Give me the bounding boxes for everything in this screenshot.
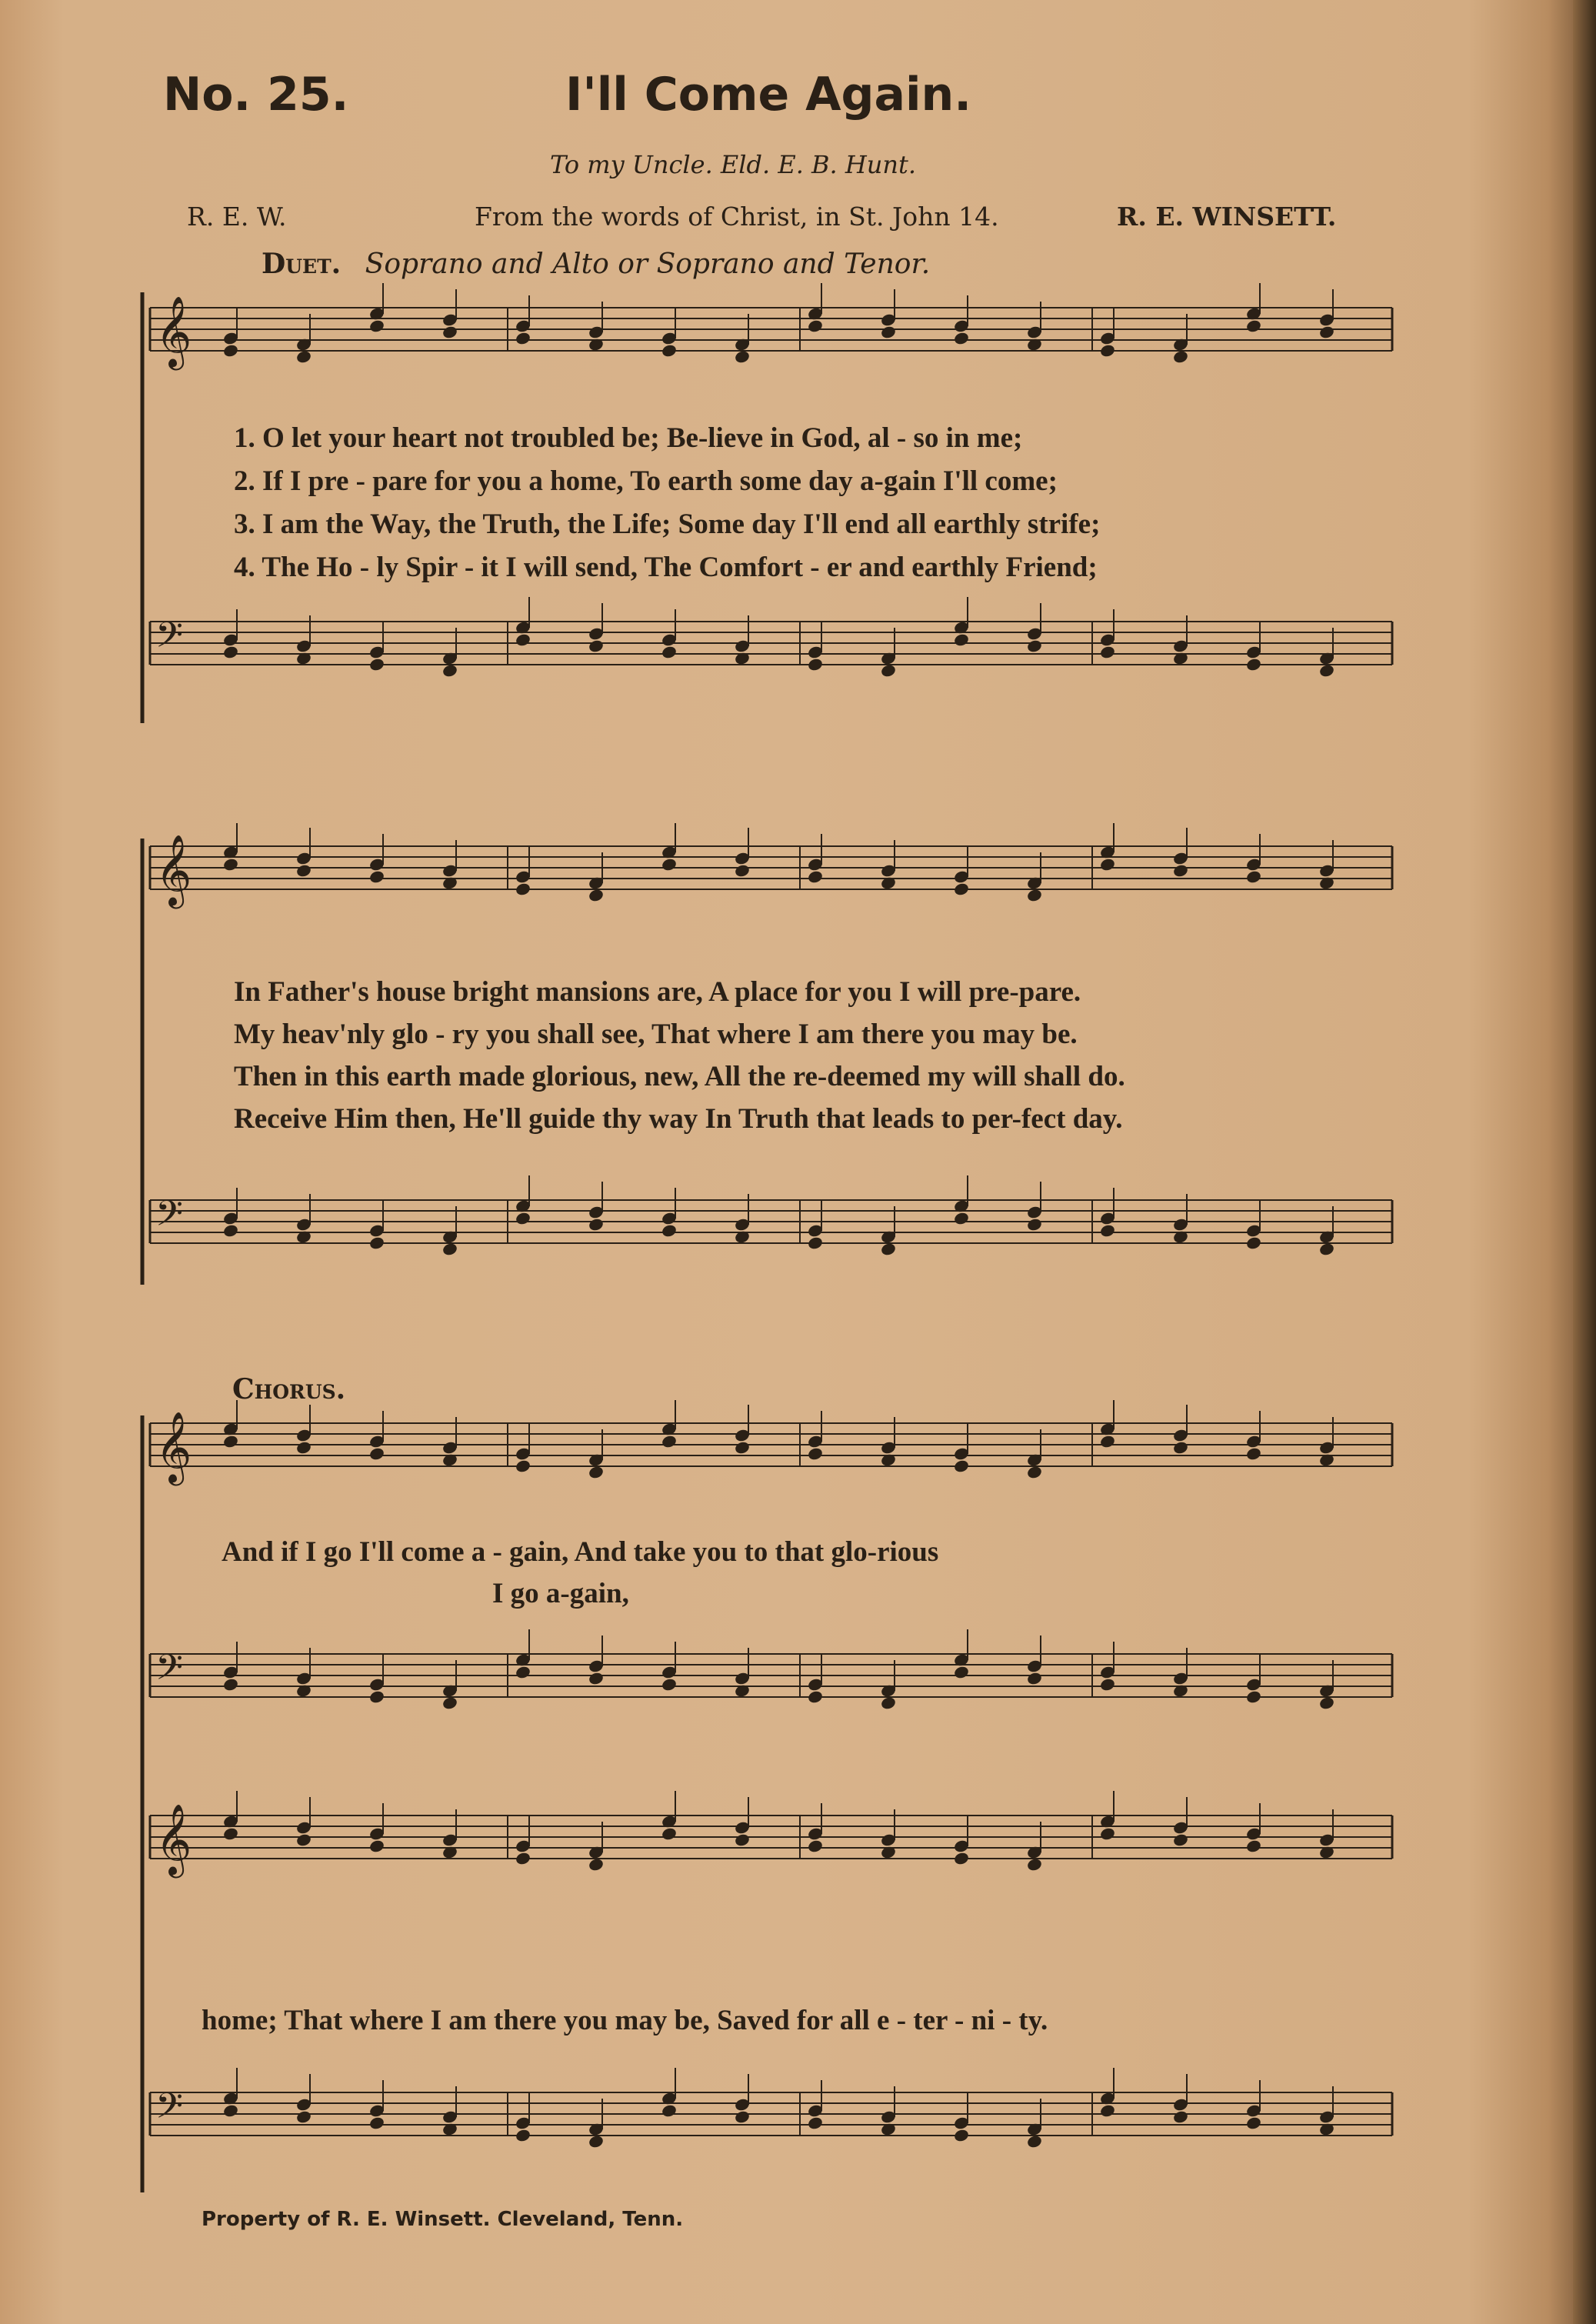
note-head [734, 863, 751, 878]
note-head [1318, 663, 1335, 678]
note-head [953, 1851, 970, 1866]
note-head [515, 882, 531, 896]
note-head [661, 2103, 678, 2118]
staff [150, 823, 1392, 909]
note-head [953, 882, 970, 896]
note-head [1245, 2116, 1262, 2130]
note-head [1099, 1434, 1116, 1449]
note-head [588, 1671, 605, 1685]
note-head [515, 331, 531, 345]
note-head [222, 857, 239, 872]
note-head [368, 657, 385, 672]
note-head [807, 1446, 824, 1461]
note-head [368, 318, 385, 333]
note-head [1099, 2103, 1116, 2118]
note-head [295, 863, 312, 878]
lyric-line: And if I go I'll come a - gain, And take you to that glo-rious [222, 1536, 939, 1568]
note-head [807, 318, 824, 333]
duet-label [262, 248, 930, 280]
hymn-title: I'll Come Again. [565, 68, 972, 122]
note-head [661, 857, 678, 872]
note-head [953, 1211, 970, 1225]
note-head [588, 2134, 605, 2149]
note-head [1099, 645, 1116, 659]
note-head [222, 1223, 239, 1238]
staff [150, 1791, 1392, 1878]
dedication: To my Uncle. Eld. E. B. Hunt. [550, 150, 917, 179]
treble-clef-icon: 𝄞 [155, 1803, 192, 1875]
source-credit: From the words of Christ, in St. John 14. [475, 202, 999, 232]
note-head [588, 1465, 605, 1479]
lyric-line: 1. O let your heart not troubled be; Be-lieve in God, al - so in me; [234, 422, 1023, 454]
note-head [368, 2116, 385, 2130]
note-head [222, 2103, 239, 2118]
page-edge [1573, 0, 1596, 2324]
lyric-line: In Father's house bright mansions are, A place for you I will pre-pare. [234, 976, 1081, 1008]
note-head [368, 1839, 385, 1853]
system-4-music [138, 1708, 1408, 2208]
bass-clef-icon: 𝄢 [155, 2086, 184, 2136]
note-head [295, 1440, 312, 1455]
note-head [588, 639, 605, 653]
note-head [222, 343, 239, 358]
note-head [953, 1665, 970, 1679]
lyric-line: 4. The Ho - ly Spir - it I will send, The Comfort - er and earthly Friend; [234, 552, 1098, 583]
note-head [953, 632, 970, 647]
note-head [953, 331, 970, 345]
note-head [368, 1689, 385, 1704]
note-head [1099, 1826, 1116, 1841]
hymn-number: No. 25. [163, 68, 349, 122]
note-head [1172, 863, 1189, 878]
staff [150, 597, 1392, 679]
note-head [1245, 1235, 1262, 1250]
note-head [515, 1211, 531, 1225]
note-head [807, 1839, 824, 1853]
note-head [515, 1459, 531, 1473]
treble-clef-icon: 𝄞 [155, 834, 192, 905]
note-head [1026, 2134, 1043, 2149]
note-head [807, 1235, 824, 1250]
lyricist-credit: R. E. W. [187, 202, 287, 232]
note-head [515, 2128, 531, 2142]
note-head [368, 1446, 385, 1461]
note-head [661, 1434, 678, 1449]
note-head [807, 2116, 824, 2130]
note-head [441, 1242, 458, 1256]
note-head [222, 1826, 239, 1841]
note-head [1026, 1465, 1043, 1479]
note-head [1245, 657, 1262, 672]
note-head [880, 1242, 897, 1256]
note-head [222, 1677, 239, 1692]
note-head [1099, 343, 1116, 358]
note-head [953, 1459, 970, 1473]
note-head [1172, 1440, 1189, 1455]
note-head [1099, 1223, 1116, 1238]
duet-label-text: Duet. [262, 248, 342, 280]
lyric-line: home; That where I am there you may be, Saved for all e - ter - ni - ty. [202, 2005, 1048, 2036]
note-head [588, 1217, 605, 1232]
note-head [807, 869, 824, 884]
chorus-label: Chorus. [232, 1373, 346, 1405]
staff [150, 283, 1392, 370]
note-head [1318, 1242, 1335, 1256]
note-head [807, 657, 824, 672]
note-head [441, 325, 458, 339]
note-head [515, 1665, 531, 1679]
note-head [734, 1440, 751, 1455]
note-head [441, 663, 458, 678]
lyric-line: My heav'nly glo - ry you shall see, That where I am there you may be. [234, 1019, 1078, 1050]
system-3-music [138, 1400, 1408, 1754]
note-head [222, 1434, 239, 1449]
note-head [661, 1826, 678, 1841]
note-head [734, 349, 751, 364]
staff [150, 1629, 1392, 1711]
note-head [734, 1832, 751, 1847]
note-head [515, 1851, 531, 1866]
note-head [661, 1677, 678, 1692]
lyric-line: 2. If I pre - pare for you a home, To earth some day a-gain I'll come; [234, 465, 1058, 497]
note-head [1245, 1689, 1262, 1704]
note-head [953, 2128, 970, 2142]
note-head [368, 1235, 385, 1250]
lyric-line: 3. I am the Way, the Truth, the Life; Some day I'll end all earthly strife; [234, 508, 1101, 540]
note-head [1245, 869, 1262, 884]
note-head [880, 325, 897, 339]
bass-clef-icon: 𝄢 [155, 615, 184, 665]
staff [150, 2068, 1392, 2149]
bass-clef-icon: 𝄢 [155, 1647, 184, 1697]
note-head [1099, 857, 1116, 872]
note-head [515, 632, 531, 647]
note-head [1245, 318, 1262, 333]
treble-clef-icon: 𝄞 [155, 295, 192, 367]
lyric-line: Then in this earth made glorious, new, All the re-deemed my will shall do. [234, 1061, 1125, 1092]
note-head [807, 1689, 824, 1704]
note-head [661, 645, 678, 659]
note-head [1172, 1832, 1189, 1847]
duet-voices: Soprano and Alto or Soprano and Tenor. [365, 248, 931, 280]
staff [150, 1400, 1392, 1485]
note-head [222, 645, 239, 659]
note-head [588, 1857, 605, 1872]
note-head [1026, 1857, 1043, 1872]
bass-clef-icon: 𝄢 [155, 1193, 184, 1243]
note-head [368, 869, 385, 884]
note-head [1245, 1839, 1262, 1853]
treble-clef-icon: 𝄞 [155, 1411, 192, 1482]
note-head [661, 343, 678, 358]
note-head [295, 1832, 312, 1847]
note-head [734, 2109, 751, 2124]
note-head [1172, 349, 1189, 364]
note-head [661, 1223, 678, 1238]
lyric-line: I go a-gain, [492, 1578, 629, 1609]
composer-credit: R. E. WINSETT. [1117, 202, 1337, 232]
note-head [880, 663, 897, 678]
note-head [1318, 325, 1335, 339]
note-head [295, 2109, 312, 2124]
note-head [1172, 2109, 1189, 2124]
lyric-line: Receive Him then, He'll guide thy way In Truth that leads to per-fect day. [234, 1103, 1123, 1135]
note-head [1026, 639, 1043, 653]
footer-credit: Property of R. E. Winsett. Cleveland, Tenn. [202, 2208, 684, 2231]
note-head [1099, 1677, 1116, 1692]
note-head [588, 888, 605, 902]
note-head [1026, 1217, 1043, 1232]
note-head [1245, 1446, 1262, 1461]
note-head [1026, 1671, 1043, 1685]
note-head [1026, 888, 1043, 902]
staff [150, 1175, 1392, 1257]
note-head [295, 349, 312, 364]
